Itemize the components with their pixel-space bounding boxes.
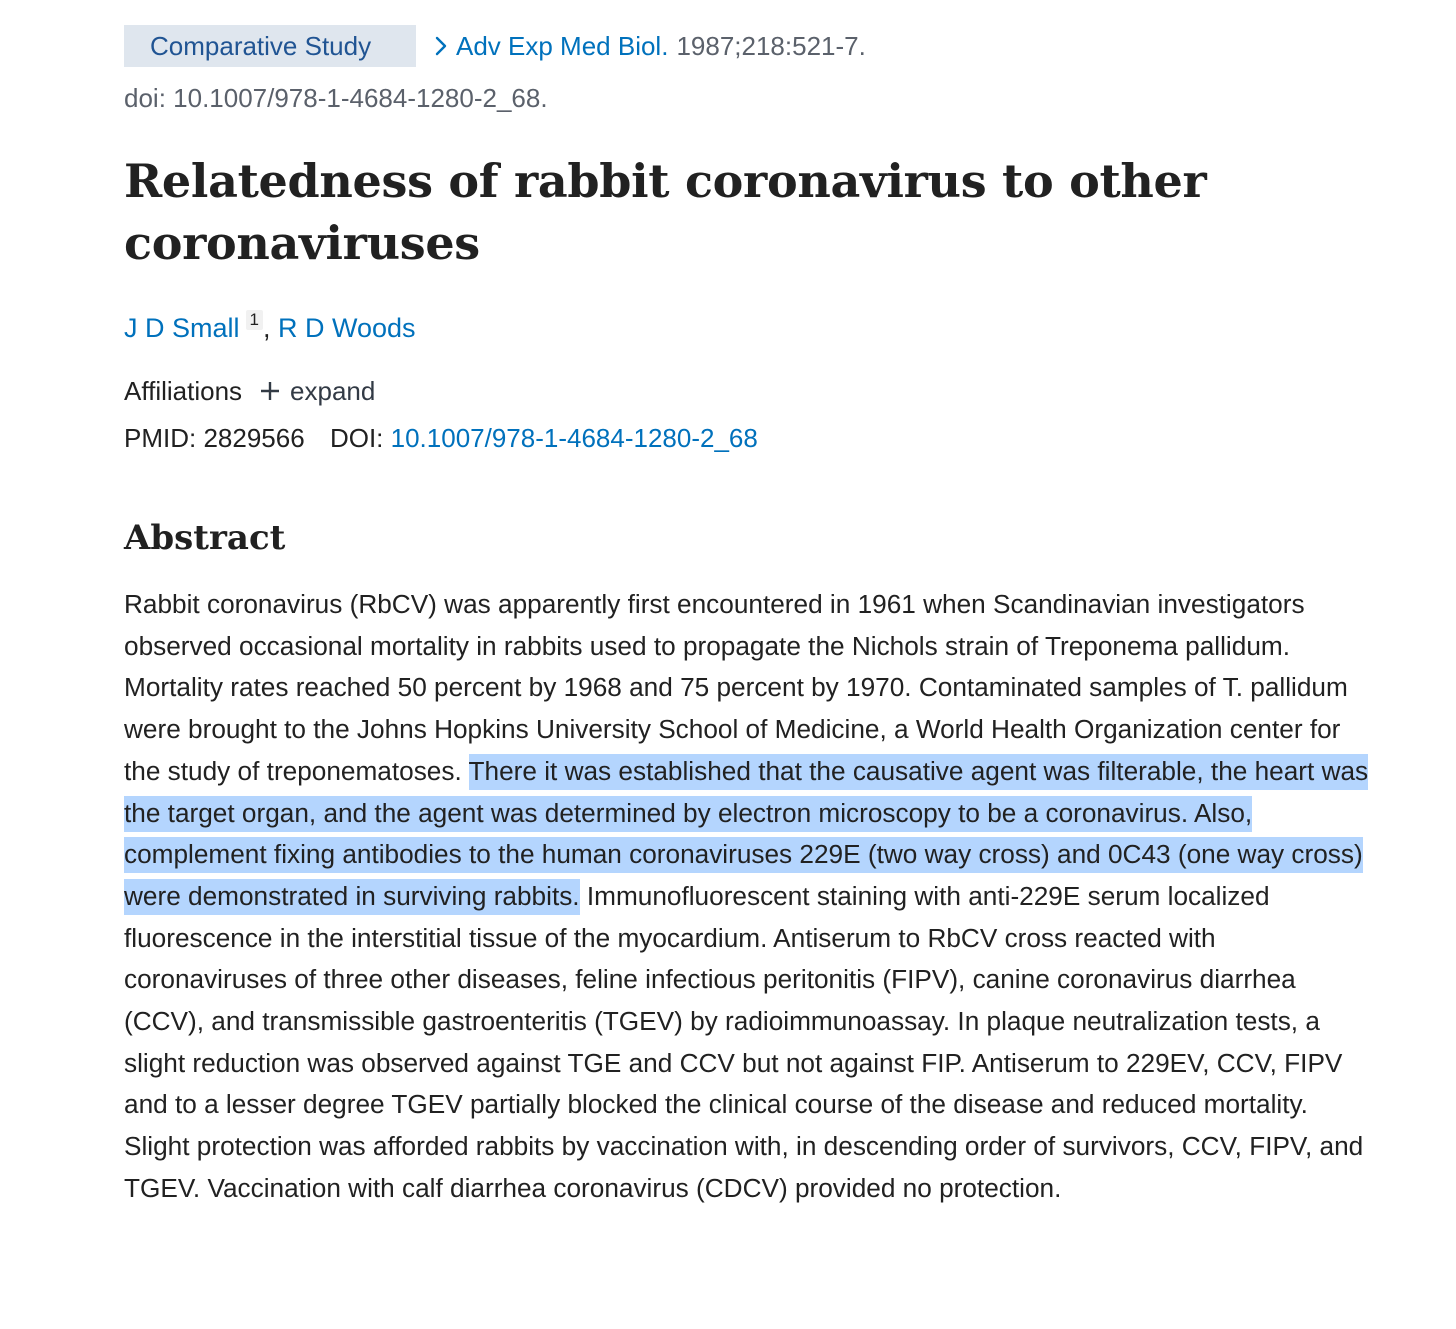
affiliations-label: Affiliations — [124, 376, 243, 406]
article-meta-row — [124, 25, 866, 67]
abstract-text-part: Rabbit coronavirus (RbCV) was apparently first encountered in 1961 when Scandinavian investigators observed occasional mortality in rabbits used to propagate the Nichols strain of Treponema pallidum. Mortality rates reached 50 percent by 1968 and 75 percent by 1970. Contaminated samples of T. pallidum were brought to the Johns Hopkins University School of Medicine, a World Health Organization center for the study of treponematoses. — [124, 589, 1348, 786]
publication-type-badge[interactable]: Comparative Study — [124, 25, 416, 67]
article-identifiers — [124, 418, 758, 458]
pmid-value: 2829566 — [203, 423, 305, 453]
abstract-heading: Abstract — [124, 518, 286, 558]
affiliations-row — [124, 372, 375, 410]
author-link[interactable]: R D Woods — [278, 313, 416, 343]
article-title: Relatedness of rabbit coronavirus to other coronaviruses — [124, 154, 1207, 270]
author-list — [124, 308, 416, 348]
abstract-text — [124, 584, 1369, 1210]
abstract-text-part: Immunofluorescent staining with anti-229E serum localized fluorescence in the interstitial tissue of the myocardium. Antiserum to RbCV cross reacted with coronaviruses of three other diseases, feline infectious peritonitis (FIPV), canine coronavirus diarrhea (CCV), and transmissible gastroenteritis (TGEV) by radioimmunoassay. In plaque neutralization tests, a slight reduction was observed against TGE and CCV but not against FIP. Antiserum to 229EV, CCV, FIPV and to a lesser degree TGEV partially blocked the clinical course of the disease and reduced mortality. Slight protection was afforded rabbits by vaccination with, in descending order of survivors, CCV, FIPV, and TGEV. Vaccination with calf diarrhea coronavirus (CDCV) provided no protection. — [124, 880, 1364, 1203]
doi-line: doi: 10.1007/978-1-4684-1280-2_68. — [124, 83, 548, 113]
chevron-right-icon — [434, 35, 448, 57]
doi-link[interactable]: 10.1007/978-1-4684-1280-2_68 — [390, 423, 758, 453]
pmid-label: PMID: — [124, 423, 197, 453]
affiliations-expand-button[interactable] — [260, 372, 375, 410]
journal-link[interactable]: Adv Exp Med Biol. — [456, 30, 669, 61]
author-link[interactable]: J D Small — [124, 313, 240, 343]
doi-label: DOI: — [329, 423, 384, 453]
affiliation-ref-badge[interactable]: 1 — [246, 310, 263, 330]
selected-text-highlight: There it was established that the causative agent was filterable, the heart was the target organ, and the agent was determined by electron microscopy to be a coronavirus. Also, complement fixing antibodies to the human coronaviruses 229E (two way cross) and 0C43 (one way cross) were demonstrated in surviving rabbits. — [124, 754, 1368, 915]
author-separator: , — [262, 313, 271, 343]
plus-icon — [260, 381, 280, 401]
journal-citation: 1987;218:521-7. — [676, 30, 866, 61]
expand-label: expand — [290, 376, 376, 406]
